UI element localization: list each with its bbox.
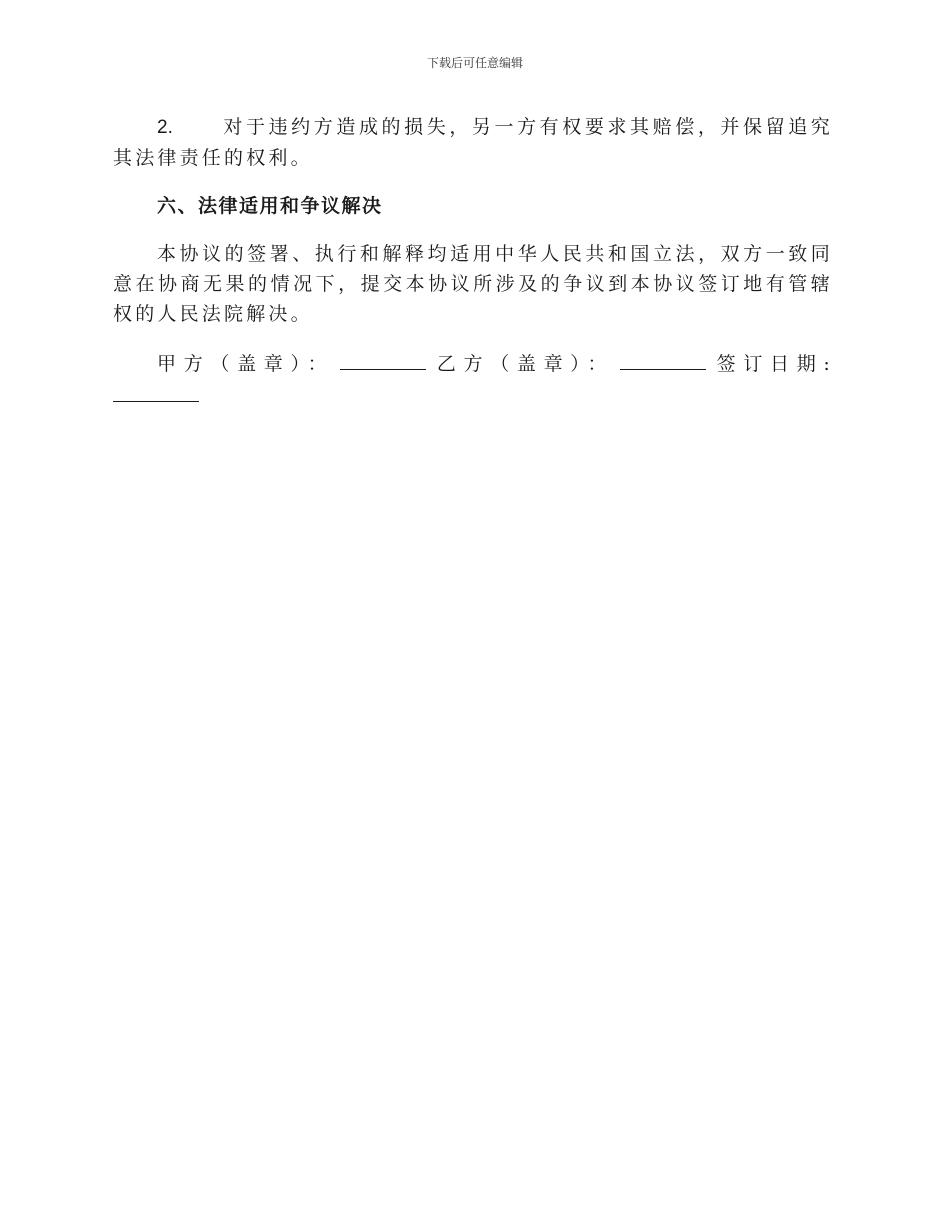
date-blank[interactable] bbox=[113, 379, 199, 402]
clause-text: 对于违约方造成的损失，另一方有权要求其赔偿，并保留追究其法律责任的权利。 bbox=[113, 116, 833, 169]
section-heading: 六、法律适用和争议解决 bbox=[157, 195, 383, 217]
date-label: 签订日期: bbox=[712, 353, 834, 375]
party-b-blank[interactable] bbox=[620, 347, 706, 370]
party-a-label: 甲方（盖章）： bbox=[157, 353, 335, 375]
document-body bbox=[113, 112, 833, 411]
clause-item-2 bbox=[113, 112, 833, 173]
signature-line bbox=[113, 347, 833, 411]
clause-number: 2. bbox=[157, 117, 173, 138]
section-body-paragraph: 本协议的签署、执行和解释均适用中华人民共和国立法，双方一致同意在协商无果的情况下，提交本协议所涉及的争议到本协议签订地有管辖权的人民法院解决。 bbox=[113, 243, 833, 325]
page-header: 下载后可任意编辑 bbox=[426, 56, 523, 70]
party-b-label: 乙方（盖章）： bbox=[432, 353, 615, 375]
party-a-blank[interactable] bbox=[340, 347, 426, 370]
